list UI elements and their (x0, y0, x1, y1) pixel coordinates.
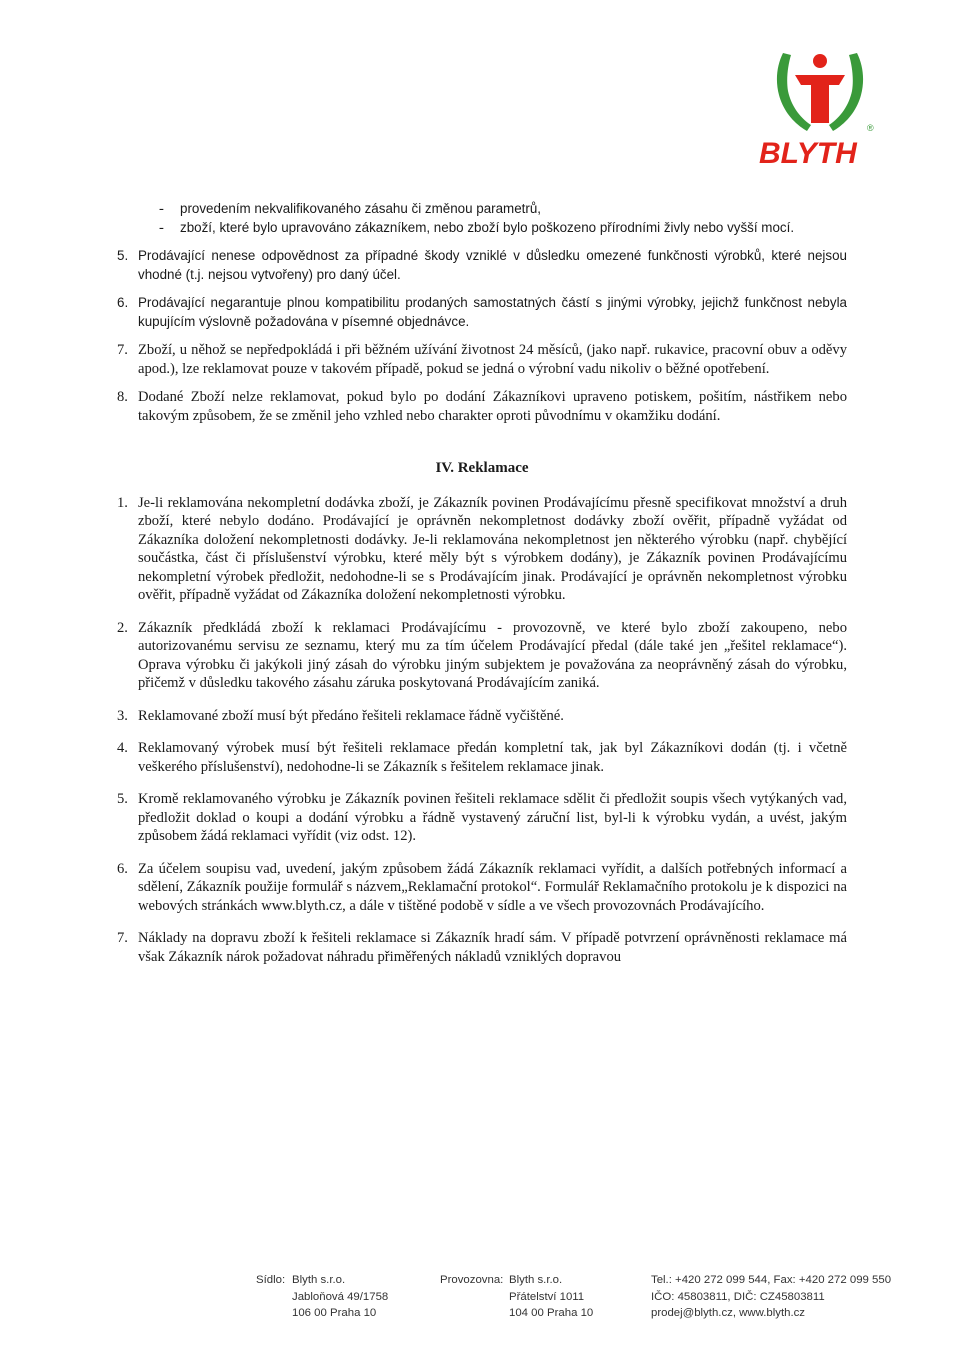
numbered-list-b (117, 494, 847, 967)
item-number: 7. (117, 930, 128, 946)
item-text: Náklady na dopravu zboží k řešiteli reklamace si Zákazník hradí sám. V případě potvrzení oprávněnosti reklamace má však Zákazník nárok požadovat náhradu přiměřených nákladů vzniklých dopravou (138, 930, 847, 965)
item-number: 7. (117, 342, 128, 358)
list-item (117, 860, 847, 916)
footer-line: Blyth s.r.o. (292, 1274, 346, 1286)
footer-sidlo-address (292, 1272, 388, 1322)
list-item (117, 790, 847, 846)
item-text: Prodávající nenese odpovědnost za případné škody vzniklé v důsledku omezené funkčnosti výrobků, které nejsou vhodné (t.j. nejsou vytvořeny) pro daný účel. (138, 248, 847, 282)
numbered-list-a (117, 247, 847, 425)
item-text: Prodávající negarantuje plnou kompatibilitu prodaných samostatných částí s jinými výrobky, jejichž funkčnost nebyla kupujícím výslovně požadována v písemné objednávce. (138, 295, 847, 329)
list-item (117, 294, 847, 331)
dash-text: provedením nekvalifikovaného zásahu či změnou parametrů, (180, 201, 542, 216)
item-number: 5. (117, 248, 129, 263)
item-number: 5. (117, 791, 128, 807)
footer-line: Blyth s.r.o. (509, 1274, 563, 1286)
list-item (117, 739, 847, 776)
footer-line: Jabloňová 49/1758 (292, 1290, 389, 1303)
item-number: 6. (117, 295, 129, 310)
footer-email-web: prodej@blyth.cz, www.blyth.cz (651, 1307, 806, 1319)
dash-item (117, 200, 847, 219)
item-number: 2. (117, 619, 128, 636)
footer-line: 104 00 Praha 10 (509, 1307, 594, 1319)
dash-list (117, 200, 847, 237)
item-text: Zboží, u něhož se nepředpokládá i při běžném užívání životnost 24 měsíců, (jako např. rukavice, pracovní obuv a oděvy apod.), lze reklamovat pouze v takovém případě, pokud se jedná o výrobní vadu nikoliv o běžné opotřebení. (138, 342, 847, 377)
item-text: Reklamované zboží musí být předáno řešiteli reklamace řádně vyčištěné. (138, 707, 564, 724)
footer-provozovna-label: Provozovna: (440, 1274, 504, 1286)
dash-text: zboží, které bylo upravováno zákazníkem, nebo zboží bylo poškozeno přírodními živly nebo vyšší mocí. (180, 219, 795, 235)
item-text: Je-li reklamována nekompletní dodávka zboží, je Zákazník povinen Prodávajícímu přesně specifikovat množství a druh zboží, které nebylo dodáno. Prodávající je oprávněn nekompletnost dodávky zboží ověřit, případně vyžádat od Zákazníka doložení nekompletnosti dodávky. Je-li reklamována nekompletnost jen některého výrobku (např. chybějící součástka, část či příslušenství výrobku, které měly být s výrobkem dodány), je Zákazník povinen Prodávajícímu nekompletní výrobek předložit, nedohodne-li se s Prodávajícím jinak. Prodávající je oprávněn nekompletnost výrobku ověřit, případně vyžádat od Zákazníka doložení nekompletnosti výrobku. (138, 494, 847, 603)
dash-mark: - (159, 219, 164, 236)
list-item (117, 929, 847, 966)
blyth-logo (755, 45, 885, 170)
footer-ico: IČO: 45803811, DIČ: CZ45803811 (651, 1290, 825, 1303)
list-item (117, 619, 847, 693)
document-body (117, 200, 847, 976)
list-item (117, 341, 847, 378)
dash-item (117, 219, 847, 238)
logo-wordmark: BLYTH (759, 137, 857, 170)
footer-line: Přátelství 1011 (509, 1290, 585, 1303)
list-item (117, 388, 847, 425)
list-item (117, 707, 847, 726)
item-number: 6. (117, 860, 128, 877)
list-item (117, 494, 847, 605)
item-number: 1. (117, 494, 128, 511)
item-text: Zákazník předkládá zboží k reklamaci Prodávajícímu - provozovně, ve které bylo zboží zakoupeno, nebo autorizovanému servisu ze seznamu, který mu za tím účelem Prodávající předal (dále také jen „řešitel reklamace“). Oprava výrobku či jakýkoli jiný zásah do výrobku jiným subjektem je považována za neoprávněný zásah do výrobku, přičemž v důsledku takového zásahu záruka poskytovaná Prodávajícím zaniká. (138, 619, 847, 691)
footer-phone: Tel.: +420 272 099 544, Fax: +420 272 099 550 (651, 1274, 892, 1286)
item-number: 4. (117, 740, 128, 756)
item-text: Reklamovaný výrobek musí být řešiteli reklamace předán kompletní tak, jak byl Zákazníkovi dodán (tj. i včetně veškerého příslušenství), nedohodne-li se Zákazník s řešitelem reklamace jinak. (138, 740, 847, 775)
footer-line: 106 00 Praha 10 (292, 1307, 377, 1319)
item-text: Kromě reklamovaného výrobku je Zákazník povinen řešiteli reklamace sdělit či předložit soupis všech vytýkaných vad, předložit doklad o koupi a dodání výrobku a řádně vystavený záruční list, byl-li k výrobku vydán, a uvést, jakým způsobem žádá reklamaci vyřídit (viz odst. 12). (138, 791, 847, 844)
page-footer (0, 1272, 960, 1332)
list-item (117, 247, 847, 284)
dash-mark: - (159, 201, 164, 217)
footer-contact (651, 1272, 891, 1322)
section-title: IV. Reklamace (435, 460, 529, 476)
blyth-hands-logo-icon (755, 45, 885, 170)
registered-mark: ® (867, 123, 874, 133)
item-number: 8. (117, 389, 128, 405)
item-text: Za účelem soupisu vad, uvedení, jakým způsobem žádá Zákazník reklamaci vyřídit, a dalších potřebných informací a sdělení, Zákazník použije formulář s názvem„Reklamační protokol“. Formulář Reklamačního protokolu je k dispozici na webových stránkách www.blyth.cz, a dále v tištěné podobě v sídle a ve všech provozovnách Prodávajícího. (138, 860, 847, 914)
item-number: 3. (117, 707, 128, 724)
footer-sidlo-label: Sídlo: (256, 1274, 286, 1286)
footer-provozovna-address (509, 1272, 593, 1322)
item-text: Dodané Zboží nelze reklamovat, pokud bylo po dodání Zákazníkovi upraveno potiskem, pošitím, nástřikem nebo takovým způsobem, že se změnil jeho vzhled nebo charakter oproti původnímu v okamžiku dodání. (138, 389, 847, 424)
